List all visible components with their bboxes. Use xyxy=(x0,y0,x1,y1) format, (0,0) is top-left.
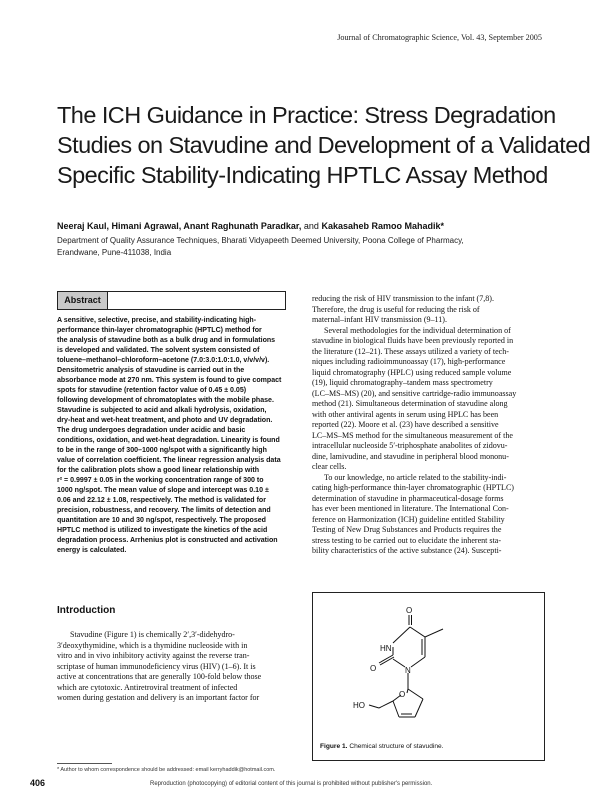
body-line: has ever been mentioned in literature. The International Con- xyxy=(312,504,509,513)
abstract-line: quantitation are 10 and 30 ng/spot, respectively. The proposed xyxy=(57,517,266,524)
body-line: Therefore, the drug is useful for reducing the risk of xyxy=(312,304,480,314)
body-line: (LC–MS–MS) (20), and sensitive cartridge-radio immunoassay xyxy=(312,388,517,398)
author-conjunction: and xyxy=(303,221,319,231)
footnote-divider xyxy=(57,763,112,764)
abstract-line: value of correlation coefficient. The linear regression analysis data xyxy=(57,457,281,464)
abstract-line: following development of chromatoplates with the mobile phase. xyxy=(57,397,274,404)
abstract-line: 0.06 and 22.12 ± 1.08, respectively. The method is validated for xyxy=(57,497,266,504)
intro-line: women during gestation and delivery is an important factor for xyxy=(57,693,260,702)
abstract-line: The drug undergoes degradation under acidic and basic xyxy=(57,427,246,434)
body-line: stavudine in biological fluids have been previously reported in xyxy=(312,336,514,345)
abstract-line: Stavudine is subjected to acid and alkali hydrolysis, oxidation, xyxy=(57,407,267,414)
body-line: clear cells. xyxy=(312,462,347,471)
title-line: Specific Stability-Indicating HPTLC Assay Method xyxy=(57,162,548,188)
affiliation-line: Department of Quality Assurance Techniques, Bharati Vidyapeeth Deemed University, Poona College of Pharmacy, xyxy=(57,236,464,245)
abstract-label: Abstract xyxy=(58,292,108,309)
body-line: Several methodologies for the individual determination of xyxy=(324,325,511,335)
abstract-line: Densitometric analysis of stavudine is carried out in the xyxy=(57,367,245,374)
abstract-line: dry-heat and wet-heat treatment, and photo and UV degradation. xyxy=(57,417,273,424)
abstract-line: for the calibration plots show a good linear relationship with xyxy=(57,467,260,474)
abstract-line: the analysis of stavudine both as a bulk drug and in formulations xyxy=(57,337,276,344)
body-line: intracellular nucleoside 5′-triphosphate anabolites of zidovu- xyxy=(312,441,508,450)
atom-label: HO xyxy=(353,701,365,710)
figure-1 xyxy=(312,592,545,761)
abstract-line: A sensitive, selective, precise, and stability-indicating high- xyxy=(57,317,257,324)
body-line: dine, lamivudine, and stavudine in peripheral blood mononu- xyxy=(312,451,509,461)
intro-line: vitro and in vivo inhibitory activity against the reverse tran- xyxy=(57,651,250,660)
title-line: The ICH Guidance in Practice: Stress Degradation xyxy=(57,102,556,128)
body-line: niques including radioimmunoassay (17), high-performance xyxy=(312,357,506,366)
page-number: 406 xyxy=(30,778,46,788)
affiliation-line: Erandwane, Pune-411038, India xyxy=(57,247,172,257)
body-line: method (21). Simultaneous determination of stavudine along xyxy=(312,399,508,408)
body-line: with other antiviral agents in serum using HPLC has been xyxy=(312,409,499,419)
abstract-line: spots for stavudine (retention factor value of 0.45 ± 0.05) xyxy=(57,387,247,394)
abstract-line: is developed and validated. The solvent system consisted of xyxy=(57,347,260,354)
figure-caption-label: Figure 1. xyxy=(320,743,348,750)
body-line: reported (22). Moore et al. (23) have described a sensitive xyxy=(312,420,499,429)
abstract-line: toluene–methanol–chloroform–acetone (7.0:3.0:1.0:1.0, v/v/v/v). xyxy=(57,357,270,364)
footnote: * Author to whom correspondence should be addressed: email kerryhaddik@hotmail.com. xyxy=(57,767,276,773)
body-line: cating high-performance thin-layer chromatographic (HPTLC) xyxy=(312,483,514,492)
intro-line: 3′deoxythymidine, which is a thymidine nucleoside with in xyxy=(57,640,248,650)
abstract-line: conditions, oxidation, and wet-heat degradation. Linearity is found xyxy=(57,437,280,444)
intro-line: active at concentrations that are generally 100-fold below those xyxy=(57,672,262,681)
abstract-line: to be in the range of 300–1000 ng/spot with a significantly high xyxy=(57,447,267,454)
atom-label: O xyxy=(399,690,406,699)
body-line: bility characteristics of the active substance (24). Suscepti- xyxy=(312,546,502,555)
body-line: reducing the risk of HIV transmission to the infant (7,8). xyxy=(312,294,494,303)
body-line: Testing of New Drug Substances and Products requires the xyxy=(312,525,502,534)
body-line: maternal–infant HIV transmission (9–11). xyxy=(312,315,447,324)
stavudine-structure xyxy=(313,593,544,760)
figure-caption xyxy=(320,743,444,750)
abstract-line: HPTLC method is utilized to investigate the kinetics of the acid xyxy=(57,527,268,534)
abstract-line: precision, robustness, and recovery. The limits of detection and xyxy=(57,507,271,514)
body-line: determination of stavudine in pharmaceutical-dosage forms xyxy=(312,493,504,503)
abstract-line: performance thin-layer chromatographic (HPTLC) method for xyxy=(57,327,262,334)
abstract-line: 1000 ng/spot. The mean value of slope and intercept was 0.10 ± xyxy=(57,487,269,494)
body-line: liquid chromatography (HPLC) using reduced sample volume xyxy=(312,367,512,377)
affiliation xyxy=(57,235,557,258)
intro-line: Stavudine (Figure 1) is chemically 2′,3′-didehydro- xyxy=(70,630,235,639)
intro-line: scriptase of human immunodeficiency virus (HIV) (1–6). It is xyxy=(57,661,256,671)
body-line: stress testing to be carried out to elucidate the inherent sta- xyxy=(312,535,502,545)
intro-line: which are cytotoxic. Antiretroviral treatment of infected xyxy=(57,682,238,692)
figure-caption-text: Chemical structure of stavudine. xyxy=(349,743,444,750)
body-line: LC–MS–MS method for the simultaneous measurement of the xyxy=(312,430,513,440)
reproduction-notice: Reproduction (photocopying) of editorial content of this journal is prohibited without publisher's permission. xyxy=(150,781,433,787)
atom-label: O xyxy=(370,664,377,673)
abstract-body xyxy=(57,316,289,556)
atom-label: N xyxy=(405,666,411,675)
atom-label: O xyxy=(406,606,413,615)
abstract-line: degradation process. Arrhenius plot is constructed and activation xyxy=(57,537,278,544)
abstract-line: r² = 0.9997 ± 0.05 in the working concentration range of 300 to xyxy=(57,477,264,484)
introduction-heading: Introduction xyxy=(57,605,116,616)
abstract-line: absorbance mode at 270 nm. This system is found to give compact xyxy=(57,377,282,384)
body-line: the literature (12–21). These assays utilized a variety of tech- xyxy=(312,346,509,356)
abstract-line: energy is calculated. xyxy=(57,547,127,554)
title-line: Studies on Stavudine and Development of a Validated xyxy=(57,132,591,158)
corresponding-author: Kakasaheb Ramoo Mahadik* xyxy=(321,221,445,231)
article-title xyxy=(57,100,591,190)
author-list xyxy=(57,221,444,231)
right-column-body xyxy=(312,294,545,557)
body-line: (19), liquid chromatography–tandem mass spectrometry xyxy=(312,378,493,387)
atom-label: HN xyxy=(380,644,392,653)
journal-header: Journal of Chromatographic Science, Vol. 43, September 2005 xyxy=(337,33,542,42)
author-names: Neeraj Kaul, Himani Agrawal, Anant Raghunath Paradkar, xyxy=(57,221,302,231)
abstract-header-box xyxy=(57,291,286,310)
body-line: To our knowledge, no article related to the stability-indi- xyxy=(324,472,507,482)
introduction-body xyxy=(57,630,291,704)
body-line: ference on Harmonization (ICH) guideline entitled Stability xyxy=(312,514,505,524)
